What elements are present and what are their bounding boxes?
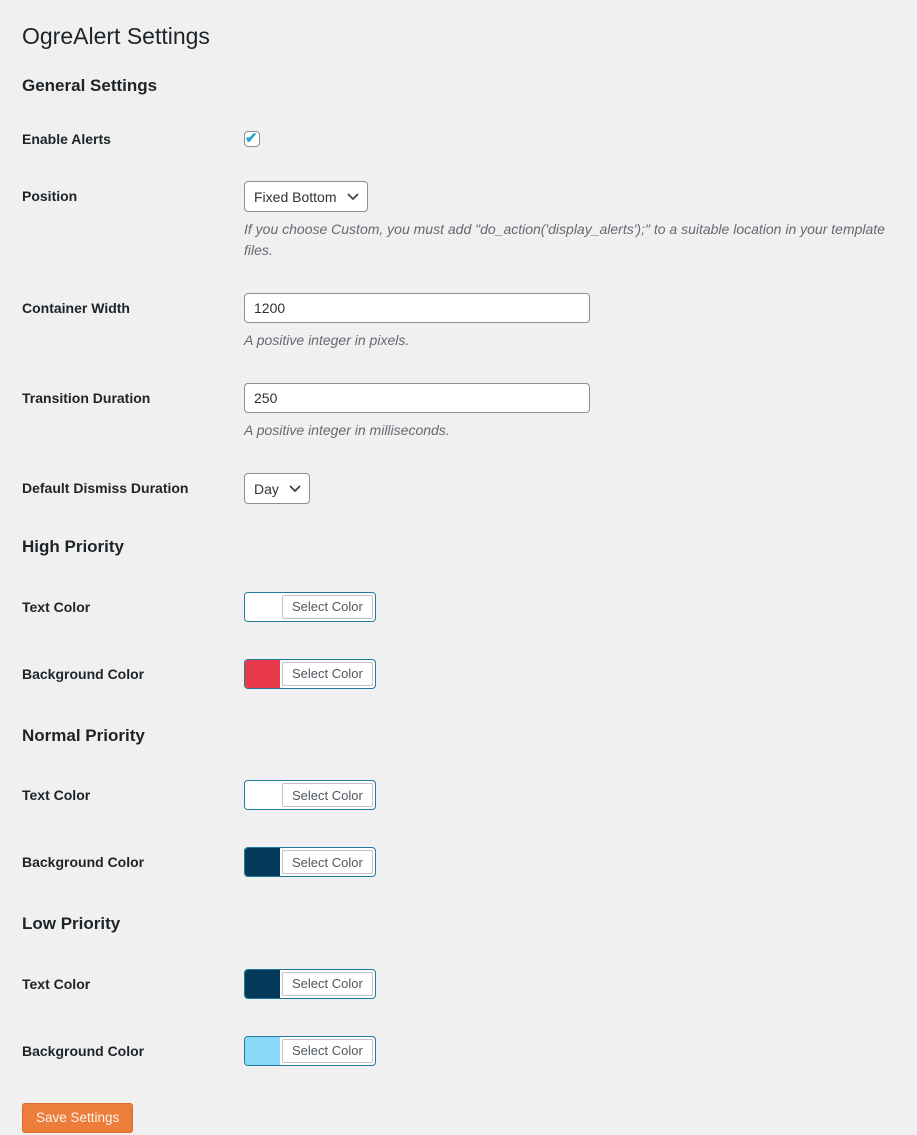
- select-color-button[interactable]: Select Color: [282, 1039, 373, 1063]
- position-help-text: If you choose Custom, you must add "do_action('display_alerts');" to a suitable location in your template files.: [244, 221, 885, 258]
- select-color-button[interactable]: Select Color: [282, 783, 373, 807]
- position-control: [244, 181, 887, 260]
- normal-priority-text-color-row: [22, 780, 887, 814]
- select-color-button[interactable]: Select Color: [282, 850, 373, 874]
- high-priority-text-color-picker[interactable]: [244, 592, 376, 622]
- color-swatch[interactable]: [245, 1037, 280, 1065]
- transition-duration-input[interactable]: [244, 383, 590, 413]
- container-width-control: [244, 293, 887, 350]
- color-swatch[interactable]: [245, 660, 280, 688]
- low-priority-background-color-label: Background Color: [22, 1042, 145, 1059]
- normal-priority-background-color-picker[interactable]: [244, 847, 376, 877]
- container-width-label: Container Width: [22, 299, 130, 316]
- section-heading-normal-priority: Normal Priority: [22, 725, 145, 745]
- position-select[interactable]: [244, 181, 368, 212]
- section-heading-high-priority: High Priority: [22, 537, 125, 557]
- enable-alerts-checkbox[interactable]: [244, 131, 260, 147]
- high-priority-text-color-control: [244, 592, 887, 626]
- save-settings-button[interactable]: Save Settings: [22, 1103, 133, 1133]
- low-priority-background-color-picker[interactable]: [244, 1036, 376, 1066]
- container-width-input[interactable]: [244, 293, 590, 323]
- select-color-button[interactable]: Select Color: [282, 662, 373, 686]
- low-priority-text-color-row: [22, 969, 887, 1003]
- position-select-wrap: [244, 181, 368, 212]
- default-dismiss-duration-row: [22, 473, 887, 504]
- normal-priority-text-color-control: [244, 780, 887, 814]
- high-priority-text-color-label: Text Color: [22, 598, 91, 615]
- high-priority-text-color-row: [22, 592, 887, 626]
- color-swatch[interactable]: [245, 970, 280, 998]
- low-priority-background-color-control: [244, 1036, 887, 1070]
- normal-priority-background-color-row: [22, 847, 887, 881]
- enable-alerts-control: [244, 130, 887, 148]
- normal-priority-text-color-label: Text Color: [22, 787, 91, 804]
- default-dismiss-duration-select-wrap: [244, 473, 310, 504]
- high-priority-background-color-label: Background Color: [22, 665, 145, 682]
- transition-duration-help-text: A positive integer in milliseconds.: [244, 422, 450, 439]
- low-priority-text-color-picker[interactable]: [244, 969, 376, 999]
- default-dismiss-duration-control: [244, 473, 887, 504]
- default-dismiss-duration-select[interactable]: [244, 473, 310, 504]
- normal-priority-background-color-label: Background Color: [22, 854, 145, 871]
- low-priority-text-color-control: [244, 969, 887, 1003]
- transition-duration-control: [244, 383, 887, 440]
- color-swatch[interactable]: [245, 848, 280, 876]
- default-dismiss-duration-label: Default Dismiss Duration: [22, 480, 189, 497]
- low-priority-text-color-label: Text Color: [22, 975, 91, 992]
- transition-duration-row: [22, 383, 887, 440]
- high-priority-background-color-picker[interactable]: [244, 659, 376, 689]
- page-title: OgreAlert Settings: [22, 23, 210, 49]
- position-row: [22, 181, 887, 260]
- section-heading-general: General Settings: [22, 75, 158, 95]
- high-priority-background-color-row: [22, 659, 887, 693]
- section-heading-low-priority: Low Priority: [22, 914, 121, 934]
- normal-priority-text-color-picker[interactable]: [244, 780, 376, 810]
- transition-duration-label: Transition Duration: [22, 390, 151, 407]
- color-swatch[interactable]: [245, 781, 280, 809]
- footer: [22, 1103, 887, 1133]
- position-label: Position: [22, 188, 78, 205]
- normal-priority-background-color-control: [244, 847, 887, 881]
- enable-alerts-row: [22, 130, 887, 148]
- color-swatch[interactable]: [245, 593, 280, 621]
- enable-alerts-label: Enable Alerts: [22, 131, 111, 148]
- select-color-button[interactable]: Select Color: [282, 972, 373, 996]
- container-width-row: [22, 293, 887, 350]
- select-color-button[interactable]: Select Color: [282, 595, 373, 619]
- container-width-help-text: A positive integer in pixels.: [244, 331, 410, 348]
- high-priority-background-color-control: [244, 659, 887, 693]
- low-priority-background-color-row: [22, 1036, 887, 1070]
